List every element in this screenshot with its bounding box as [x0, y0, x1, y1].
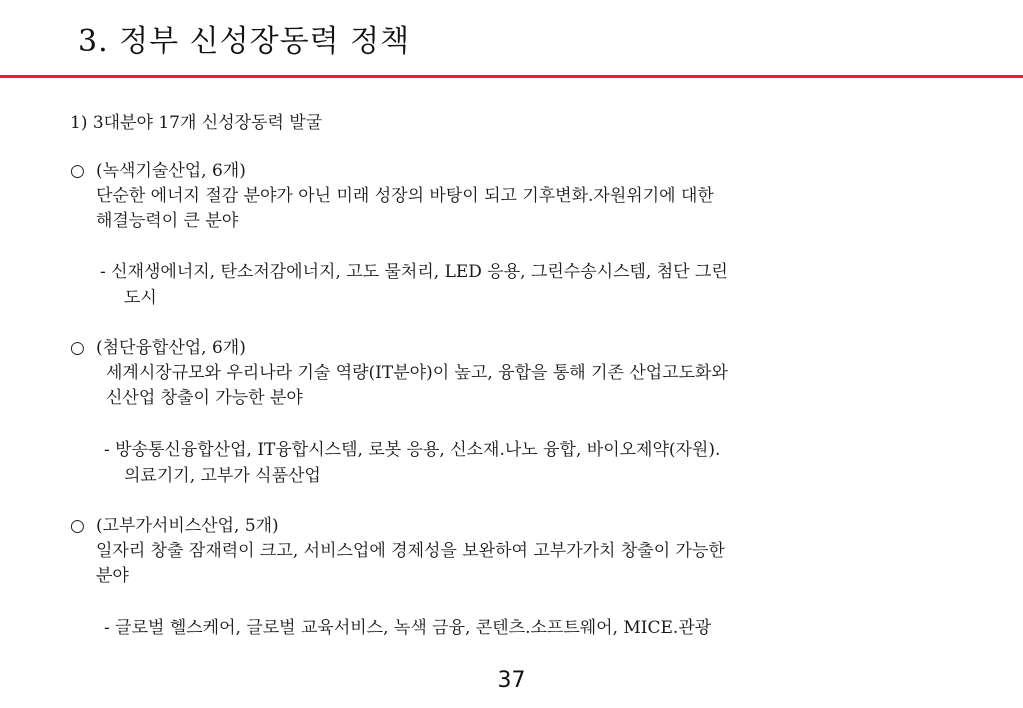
item-list-line: - 신재생에너지, 탄소저감에너지, 고도 물처리, LED 응용, 그린수송시스템, 첨단 그린: [100, 262, 728, 282]
category-label: (첨단융합산업, 6개): [96, 338, 246, 358]
category-label: (고부가서비스산업, 5개): [96, 516, 279, 536]
description-line: 단순한 에너지 절감 분야가 아닌 미래 성장의 바탕이 되고 기후변화.자원위기에 대한: [96, 186, 714, 206]
description-line: 세계시장규모와 우리나라 기술 역량(IT분야)이 높고, 융합을 통해 기존 산업고도화와: [106, 363, 728, 383]
page-number: 37: [497, 668, 526, 693]
item-list-line: - 방송통신융합산업, IT융합시스템, 로봇 응용, 신소재.나노 융합, 바이오제약(자원).: [104, 440, 721, 460]
bullet-marker: ○: [70, 338, 85, 358]
item-list-line: 도시: [124, 288, 157, 308]
section-heading: 1) 3대분야 17개 신성장동력 발굴: [70, 113, 323, 133]
bullet-marker: ○: [70, 161, 85, 181]
item-list-line: 의료기기, 고부가 식품산업: [124, 466, 321, 486]
slide-title: 3. 정부 신성장동력 정책: [78, 24, 411, 59]
description-line: 신산업 창출이 가능한 분야: [106, 388, 303, 408]
description-line: 분야: [96, 566, 129, 586]
item-list-line: - 글로벌 헬스케어, 글로벌 교육서비스, 녹색 금융, 콘텐츠.소프트웨어, MICE.관광: [104, 618, 712, 638]
bullet-marker: ○: [70, 516, 85, 536]
description-line: 일자리 창출 잠재력이 크고, 서비스업에 경제성을 보완하여 고부가가치 창출이 가능한: [96, 541, 725, 561]
description-line: 해결능력이 큰 분야: [96, 211, 239, 231]
category-label: (녹색기술산업, 6개): [96, 161, 246, 181]
